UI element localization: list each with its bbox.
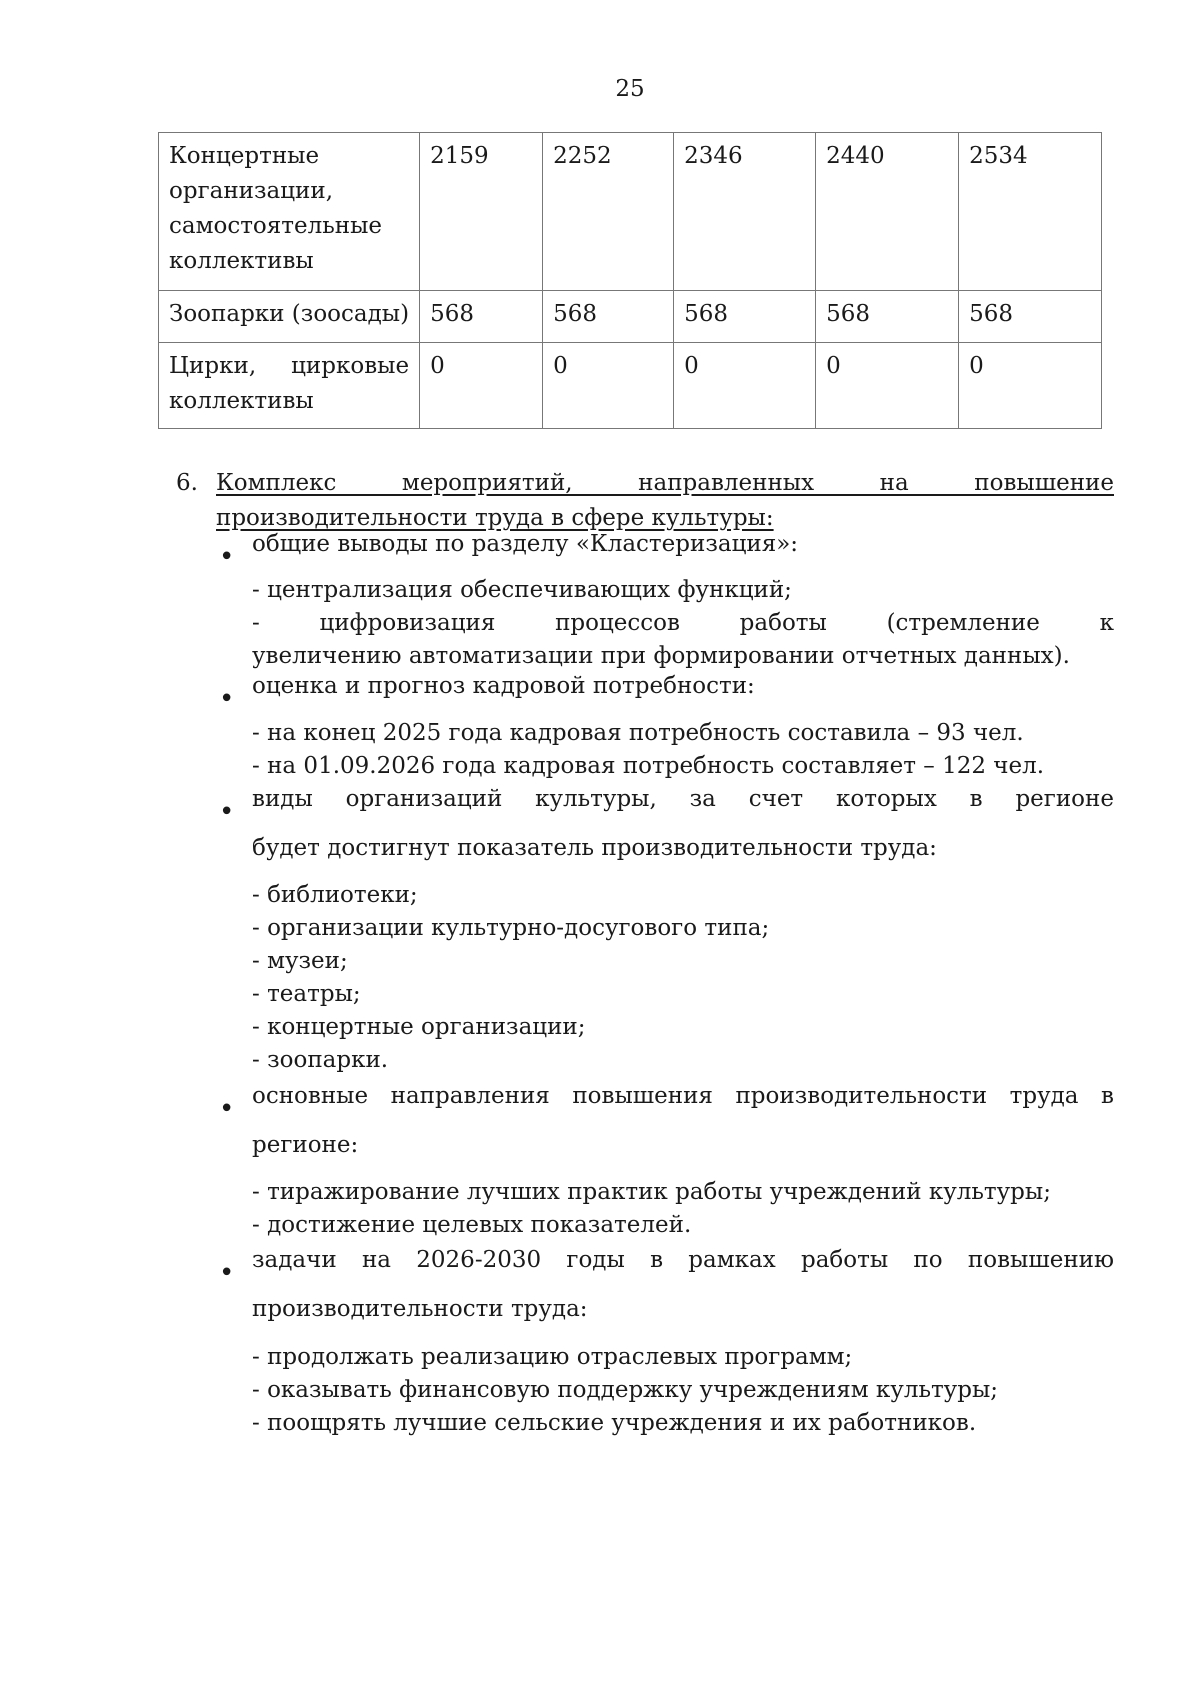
list-item: - оказывать финансовую поддержку учреждениям культуры; <box>252 1377 998 1403</box>
table-cell: 568 <box>420 291 543 343</box>
word: работы <box>800 1247 889 1273</box>
word: процессов <box>555 610 680 636</box>
bullet-heading <box>252 1244 1114 1277</box>
list-item: - достижение целевых показателей. <box>252 1212 692 1238</box>
word: - <box>252 610 260 636</box>
word: работы <box>739 610 827 636</box>
word: за <box>689 786 716 812</box>
list-item: - тиражирование лучших практик работы учреждений культуры; <box>252 1179 1051 1205</box>
table-cell: 568 <box>959 291 1102 343</box>
bullet-heading: общие выводы по разделу «Кластеризация»: <box>252 531 799 557</box>
word: годы <box>566 1247 625 1273</box>
word: цифровизация <box>319 610 496 636</box>
table-cell: 568 <box>543 291 674 343</box>
table-cell: 0 <box>420 343 543 429</box>
word: виды <box>252 786 313 812</box>
table-cell: 0 <box>816 343 959 429</box>
word: в <box>650 1247 664 1273</box>
table-cell: 0 <box>543 343 674 429</box>
bullet-heading-continued: производительности труда: <box>252 1296 588 1322</box>
bullet-icon: • <box>219 797 235 827</box>
bullet-heading-continued: регионе: <box>252 1132 359 1158</box>
table-cell: 0 <box>674 343 816 429</box>
word: на <box>361 1247 391 1273</box>
table-cell: 568 <box>674 291 816 343</box>
table-cell: 2159 <box>420 133 543 291</box>
word: основные <box>252 1083 369 1109</box>
list-item-continued: увеличению автоматизации при формировании отчетных данных). <box>252 643 1070 669</box>
word: производительности <box>735 1083 988 1109</box>
word: (стремление <box>886 610 1040 636</box>
table-row <box>159 291 1102 343</box>
word: культуры, <box>535 786 657 812</box>
list-item: - поощрять лучшие сельские учреждения и их работников. <box>252 1410 977 1436</box>
table-cell: 0 <box>959 343 1102 429</box>
bullet-heading <box>252 783 1114 816</box>
word: повышению <box>967 1247 1114 1273</box>
table-cell: 2534 <box>959 133 1102 291</box>
data-table <box>158 132 1102 429</box>
word: которых <box>836 786 937 812</box>
bullet-heading-continued: будет достигнут показатель производительности труда: <box>252 835 937 861</box>
bullet-heading: оценка и прогноз кадровой потребности: <box>252 673 755 699</box>
list-item: - на 01.09.2026 года кадровая потребность составляет – 122 чел. <box>252 753 1045 779</box>
list-item: - библиотеки; <box>252 882 418 908</box>
word: организаций <box>345 786 503 812</box>
list-item: - концертные организации; <box>252 1014 586 1040</box>
word: к <box>1099 610 1114 636</box>
list-item: - театры; <box>252 981 361 1007</box>
page-number: 25 <box>615 76 645 102</box>
bullet-heading <box>252 1080 1114 1113</box>
word: 2026-2030 <box>416 1247 542 1273</box>
word: счет <box>748 786 804 812</box>
table-row <box>159 133 1102 291</box>
word: регионе <box>1015 786 1114 812</box>
word: повышения <box>572 1083 713 1109</box>
section-title: Комплекс мероприятий, направленных на повышение производительности труда в сфере культуры: <box>216 470 1114 531</box>
table-cell: 2440 <box>816 133 959 291</box>
word: труда <box>1009 1083 1079 1109</box>
list-item: - продолжать реализацию отраслевых программ; <box>252 1344 853 1370</box>
word: в <box>969 786 983 812</box>
bullet-icon: • <box>219 1094 235 1124</box>
bullet-icon: • <box>219 684 235 714</box>
row-label: Цирки, цирковые коллективы <box>159 343 420 429</box>
table-cell: 2252 <box>543 133 674 291</box>
word: задачи <box>252 1247 337 1273</box>
list-item: - музеи; <box>252 948 348 974</box>
bullet-icon: • <box>219 542 235 572</box>
row-label: Концертные организации, самостоятельные коллективы <box>159 133 420 291</box>
list-item: - организации культурно-досугового типа; <box>252 915 770 941</box>
table-cell: 568 <box>816 291 959 343</box>
word: направления <box>390 1083 550 1109</box>
list-item: - на конец 2025 года кадровая потребность составила – 93 чел. <box>252 720 1024 746</box>
table-cell: 2346 <box>674 133 816 291</box>
row-label: Зоопарки (зоосады) <box>159 291 420 343</box>
list-item: - зоопарки. <box>252 1047 389 1073</box>
table-row <box>159 343 1102 429</box>
word: в <box>1101 1083 1114 1109</box>
word: по <box>913 1247 943 1273</box>
bullet-icon: • <box>219 1258 235 1288</box>
list-item <box>252 607 1114 640</box>
section-number: 6. <box>176 470 198 496</box>
list-item: - централизация обеспечивающих функций; <box>252 577 792 603</box>
word: рамках <box>688 1247 776 1273</box>
